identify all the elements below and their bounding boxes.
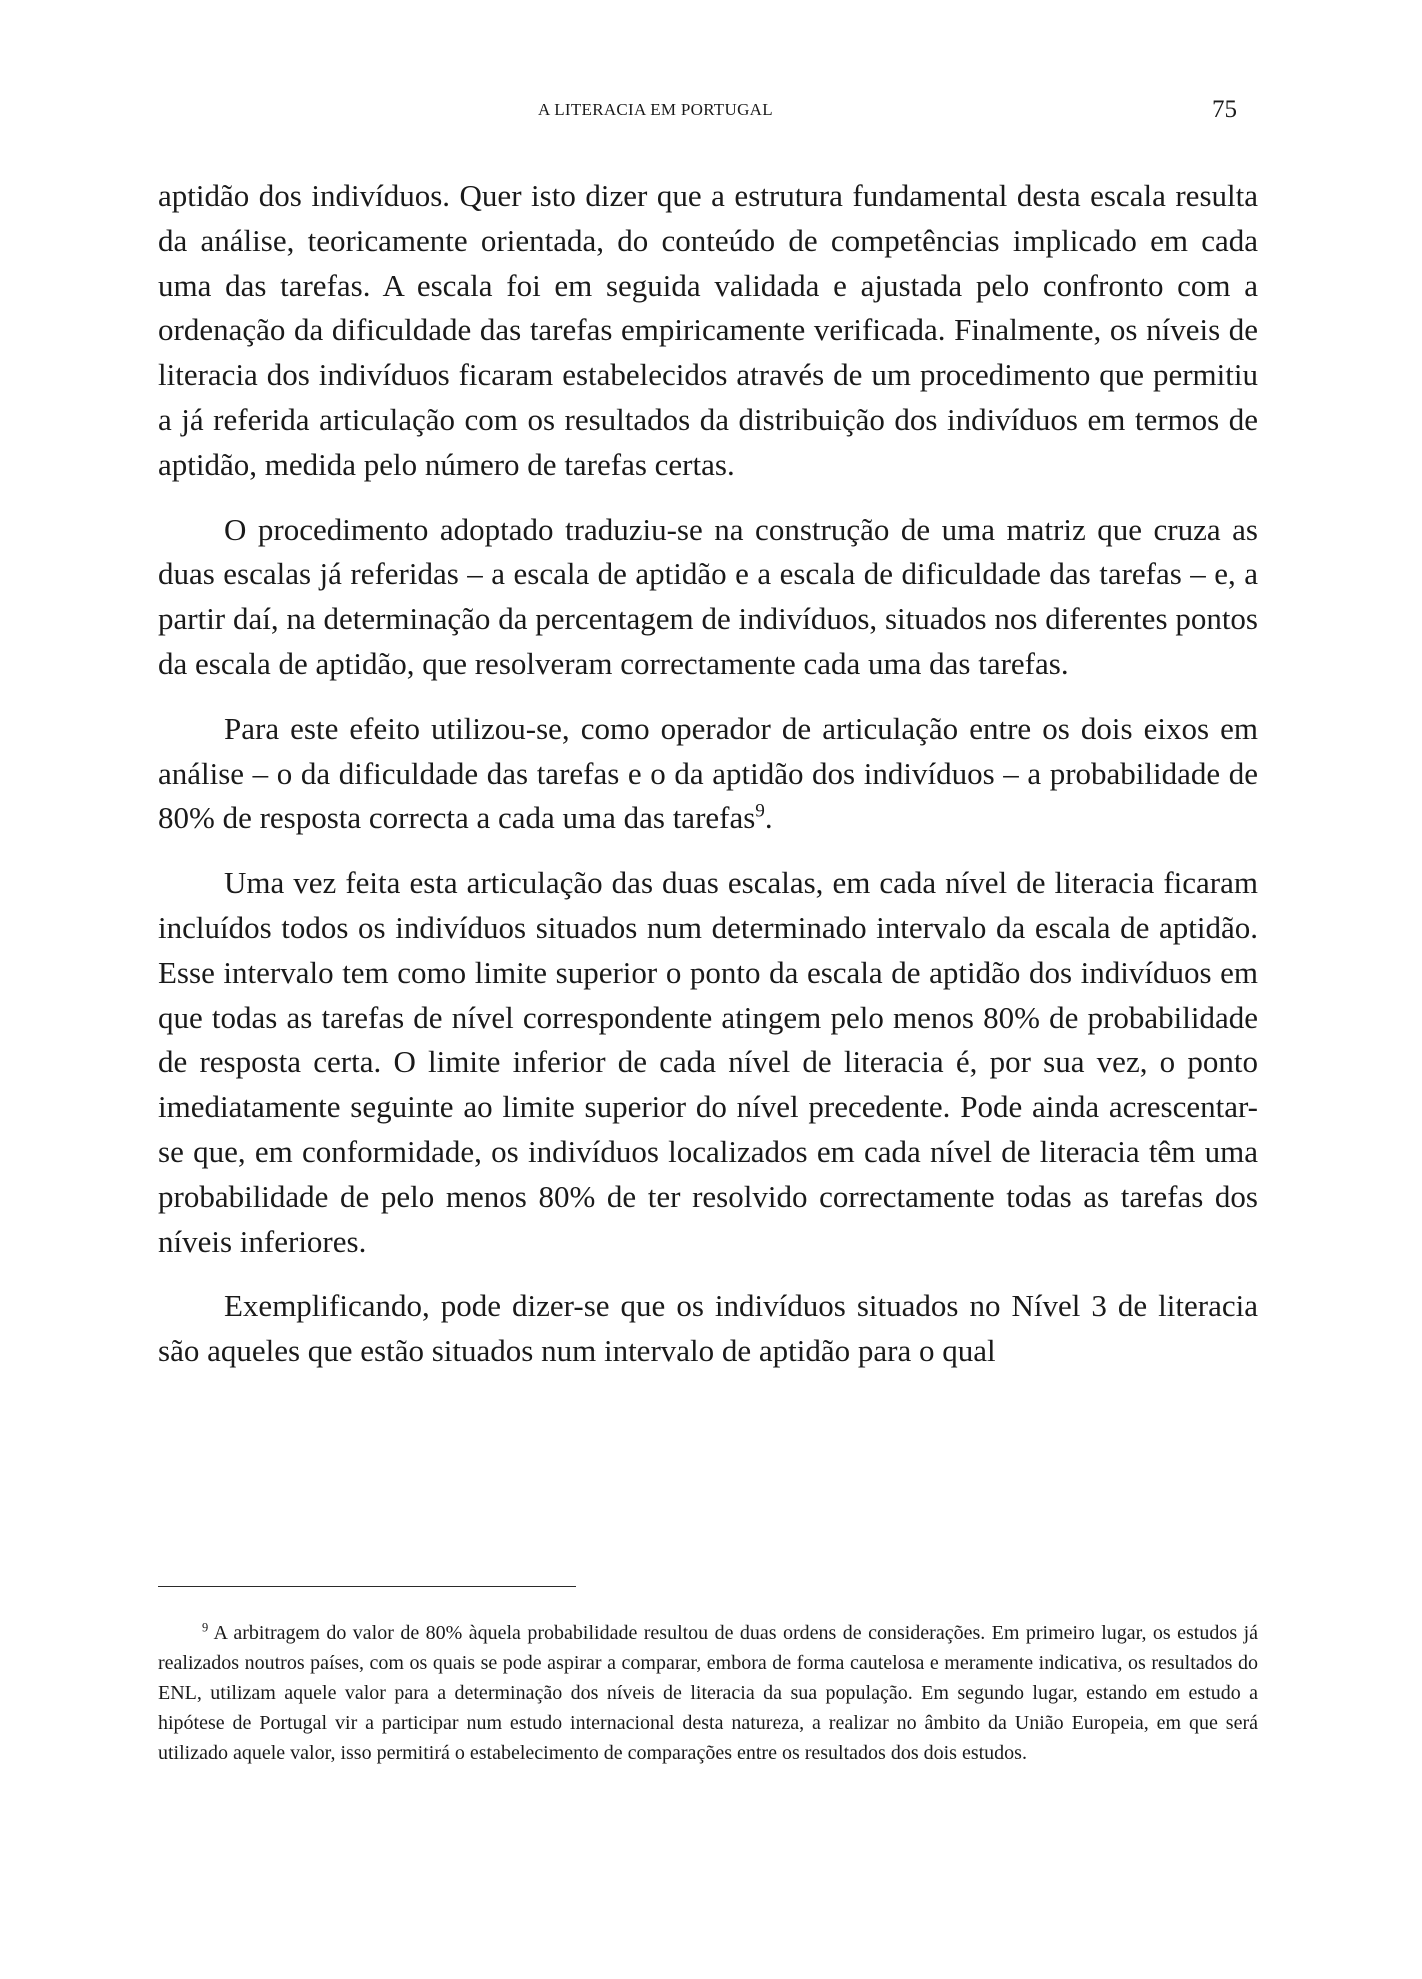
footnote-text: A arbitragem do valor de 80% àquela probabilidade resultou de duas ordens de considerações. Em primeiro lugar, os estudos já realizados noutros países, com os quais se pode aspirar a comparar, embora de forma cautelosa e meramente indicativa, os resultados do ENL, utilizam aquele valor para a determinação dos níveis de literacia da sua população. Em segundo lugar, estando em estudo a hipótese de Portugal vir a participar num estudo internacional desta natureza, a realizar no âmbito da União Europeia, em que será utilizado aquele valor, isso permitirá o estabelecimento de comparações entre os resultados dos dois estudos. [158, 1622, 1258, 1764]
page-number: 75 [1212, 96, 1237, 123]
paragraph-1: aptidão dos indivíduos. Quer isto dizer que a estrutura fundamental desta escala resulta da análise, teoricamente orientada, do conteúdo de competências implicado em cada uma das tarefas. A escala foi em seguida validada e ajustada pelo confronto com a ordenação da dificuldade das tarefas empiricamente verificada. Finalmente, os níveis de literacia dos indivíduos ficaram estabelecidos através de um procedimento que permitiu a já referida articulação com os resultados da distribuição dos indivíduos em termos de aptidão, medida pelo número de tarefas certas. [158, 178, 1258, 482]
paragraph-5: Exemplificando, pode dizer-se que os indivíduos situados no Nível 3 de literacia são aqueles que estão situados num intervalo de aptidão para o qual [158, 1288, 1258, 1369]
running-head: A LITERACIA EM PORTUGAL [538, 100, 773, 119]
footnote-reference: 9 [755, 801, 765, 823]
footnote-divider [158, 1586, 576, 1587]
footnote-marker: 9 [202, 1620, 209, 1635]
body-text [158, 174, 1258, 1394]
paragraph-4: Uma vez feita esta articulação das duas escalas, em cada nível de literacia ficaram incluídos todos os indivíduos situados num determinado intervalo da escala de aptidão. Esse intervalo tem como limite superior o ponto da escala de aptidão dos indivíduos em que todas as tarefas de nível correspondente atingem pelo menos 80% de probabilidade de resposta certa. O limite inferior de cada nível de literacia é, por sua vez, o ponto imediatamente seguinte ao limite superior do nível precedente. Pode ainda acrescentar-se que, em conformidade, os indivíduos localizados em cada nível de literacia têm uma probabilidade de pelo menos 80% de ter resolvido correctamente todas as tarefas dos níveis inferiores. [158, 865, 1258, 1259]
paragraph-3 [158, 707, 1258, 841]
paragraph-3-text: Para este efeito utilizou-se, como operador de articulação entre os dois eixos em análise – o da dificuldade das tarefas e o da aptidão dos indivíduos – a probabilidade de 80% de resposta correcta a cada uma das tarefas [158, 710, 1258, 836]
paragraph-3-end: . [764, 800, 773, 836]
footnote [158, 1618, 1258, 1768]
paragraph-2: O procedimento adoptado traduziu-se na construção de uma matriz que cruza as duas escalas já referidas – a escala de aptidão e a escala de dificuldade das tarefas – e, a partir daí, na determinação da percentagem de indivíduos, situados nos diferentes pontos da escala de aptidão, que resolveram correctamente cada uma das tarefas. [158, 511, 1258, 681]
